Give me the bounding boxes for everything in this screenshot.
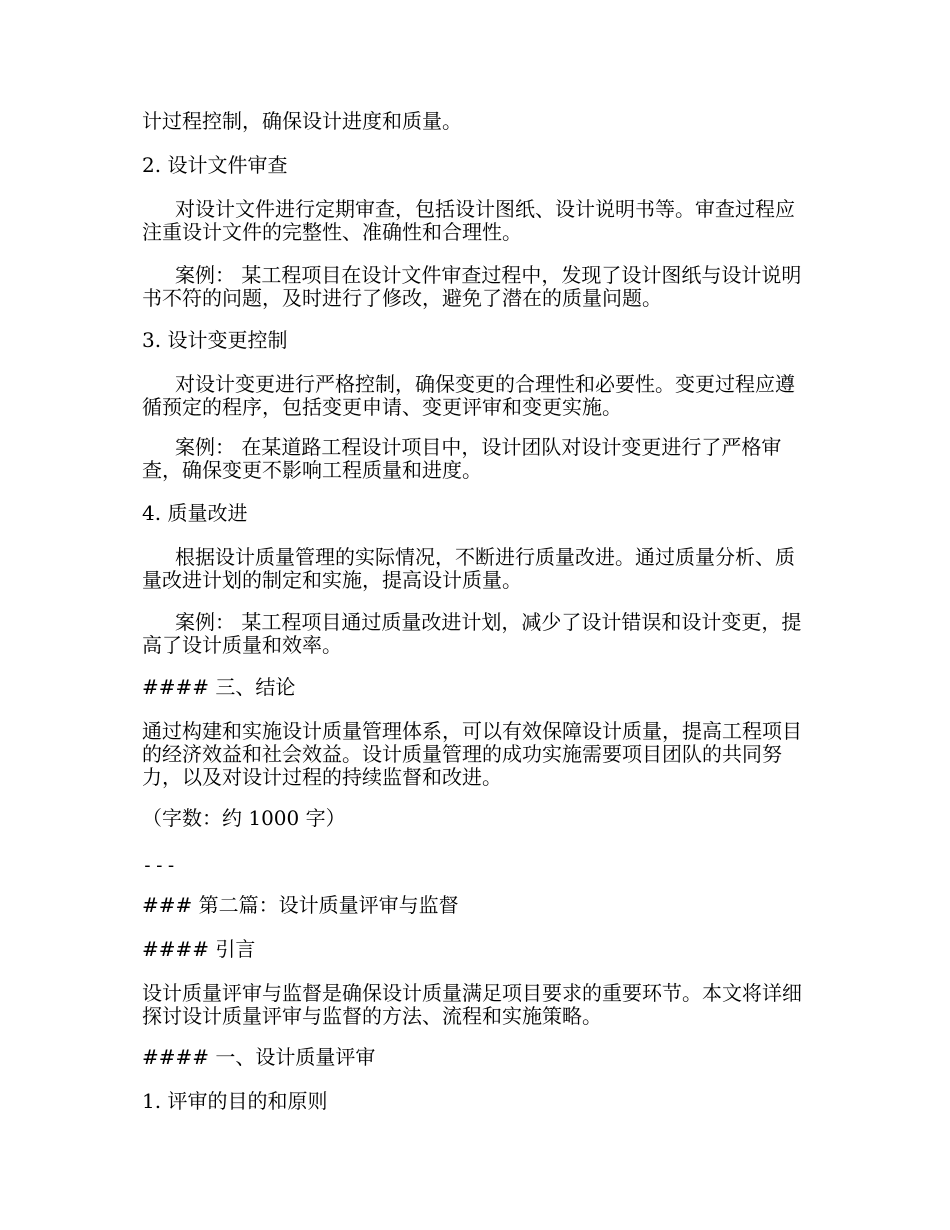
paragraph-improvement-case: 案例： 某工程项目通过质量改进计划，减少了设计错误和设计变更，提高了设计质量和效率。 — [142, 610, 802, 657]
paragraph-review-description: 对设计文件进行定期审查，包括设计图纸、设计说明书等。审查过程应注重设计文件的完整性、准确性和合理性。 — [142, 197, 795, 244]
article-title-second: ### 第二篇：设计质量评审与监督 — [142, 893, 459, 917]
horizontal-rule-marker: --- — [142, 855, 178, 876]
paragraph-change-description: 对设计变更进行严格控制，确保变更的合理性和必要性。变更过程应遵循预定的程序，包括变更申请、变更评审和变更实施。 — [142, 372, 795, 419]
word-count-note: （字数：约 1000 字） — [142, 806, 346, 830]
paragraph-review-case: 案例： 某工程项目在设计文件审查过程中，发现了设计图纸与设计说明书不符的问题，及时进行了修改，避免了潜在的质量问题。 — [142, 263, 802, 310]
section-heading-quality-review: #### 一、设计质量评审 — [142, 1045, 376, 1069]
paragraph-conclusion: 通过构建和实施设计质量管理体系，可以有效保障设计质量，提高工程项目的经济效益和社会效益。设计质量管理的成功实施需要项目团队的共同努力，以及对设计过程的持续监督和改进。 — [142, 719, 802, 789]
paragraph-introduction: 设计质量评审与监督是确保设计质量满足项目要求的重要环节。本文将详细探讨设计质量评审与监督的方法、流程和实施策略。 — [142, 981, 802, 1028]
section-heading-conclusion: #### 三、结论 — [142, 675, 296, 699]
paragraph-continuation: 计过程控制，确保设计进度和质量。 — [142, 109, 462, 133]
item-heading-3: 3. 设计变更控制 — [142, 328, 288, 352]
paragraph-improvement-description: 根据设计质量管理的实际情况，不断进行质量改进。通过质量分析、质量改进计划的制定和实施，提高设计质量。 — [142, 545, 795, 592]
paragraph-change-case: 案例： 在某道路工程设计项目中，设计团队对设计变更进行了严格审查，确保变更不影响工程质量和进度。 — [142, 435, 782, 482]
section-heading-introduction: #### 引言 — [142, 937, 256, 961]
item-heading-4: 4. 质量改进 — [142, 501, 248, 525]
item-heading-1: 1. 评审的目的和原则 — [142, 1089, 328, 1113]
item-heading-2: 2. 设计文件审查 — [142, 153, 288, 177]
